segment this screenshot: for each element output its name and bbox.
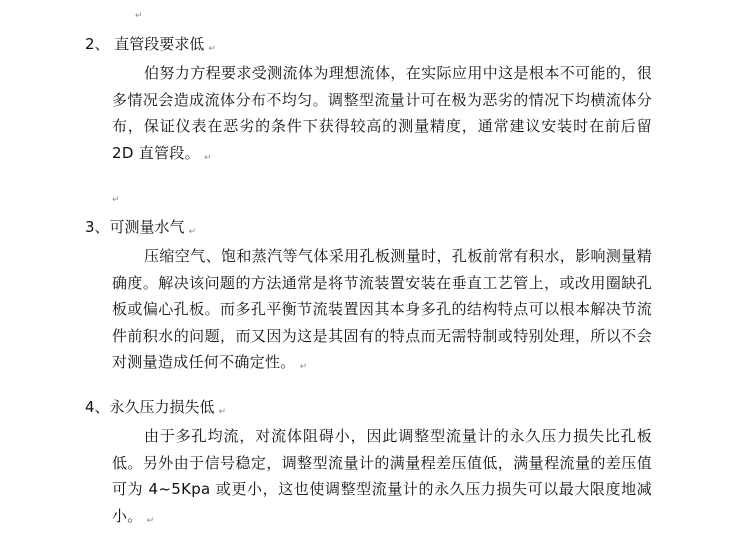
section-body-4: [112, 423, 652, 529]
section-heading-2-text: 2、 直管段要求低: [85, 35, 205, 53]
section-heading-3-text: 3、可测量水气: [85, 218, 185, 236]
paragraph-mark: ↵: [299, 362, 308, 373]
section-body-4-text: 由于多孔均流，对流体阻碍小，因此调整型流量计的永久压力损失比孔板低。另外由于信号稳定，调整型流量计的满量程差压值低，满量程流量的差压值可为 4~5Kpa 或更小，这也使调整型流量计的永久压力损失可以最大限度地减小。: [112, 427, 652, 525]
paragraph-mark: ↵: [146, 515, 155, 526]
paragraph-mark: ↵: [135, 11, 143, 21]
section-heading-4-text: 4、永久压力损失低: [85, 398, 215, 416]
section-body-2: [112, 60, 652, 166]
paragraph-mark: ↵: [203, 152, 212, 163]
paragraph-mark: ↵: [112, 195, 120, 205]
section-heading-3: [85, 216, 196, 238]
section-body-3-text: 压缩空气、饱和蒸汽等气体采用孔板测量时，孔板前常有积水，影响测量精确度。解决该问题的方法通常是将节流装置安装在垂直工艺管上，或改用圈缺孔板或偏心孔板。而多孔平衡节流装置因其本身多孔的结构特点可以根本解决节流件前积水的问题，而又因为这是其固有的特点而无需特制或特别处理，所以不会对测量造成任何不确定性。: [112, 247, 652, 372]
section-heading-4: [85, 396, 226, 418]
section-body-2-text: 伯努力方程要求受测流体为理想流体，在实际应用中这是根本不可能的，很多情况会造成流体分布不均匀。调整型流量计可在极为恶劣的情况下均横流体分布，保证仪表在恶劣的条件下获得较高的测量精度，通常建议安装时在前后留 2D 直管段。: [112, 64, 652, 162]
section-body-3: [112, 243, 652, 376]
paragraph-mark: ↵: [208, 44, 216, 54]
paragraph-mark: ↵: [188, 227, 197, 237]
paragraph-mark: ↵: [218, 407, 227, 417]
section-heading-2: [85, 33, 216, 55]
